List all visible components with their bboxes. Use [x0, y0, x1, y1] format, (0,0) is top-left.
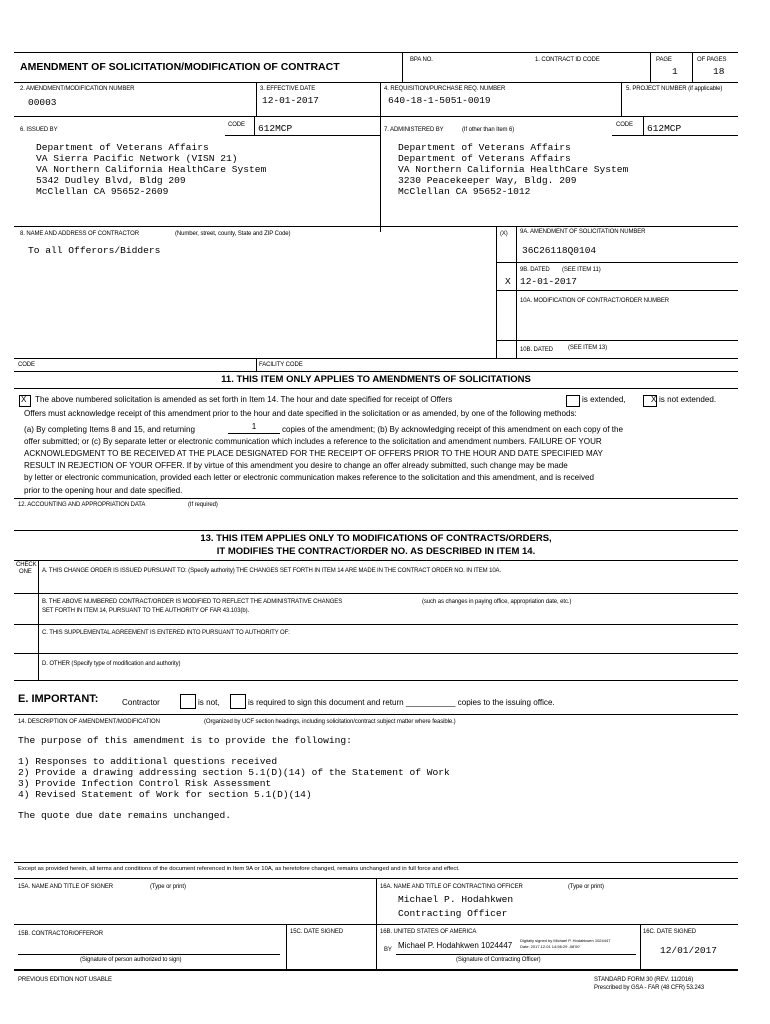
solicitation-number-value: 36C26118Q0104 [522, 245, 597, 256]
item-11-heading: 11. THIS ITEM ONLY APPLIES TO AMENDMENTS OF SOLICITATIONS [221, 374, 531, 385]
is-extended-label: is extended, [582, 395, 626, 404]
officer-signature: Michael P. Hodahkwen 1024447 [398, 941, 513, 950]
administered-code-label: CODE [616, 122, 633, 128]
x-column-label: (X) [500, 231, 508, 237]
option-b-text-2: SET FORTH IN ITEM 14, PURSUANT TO THE AUTHORITY OF FAR 43.103(b). [42, 608, 250, 614]
previous-edition: PREVIOUS EDITION NOT USABLE [18, 977, 112, 983]
of-pages-label: OF PAGES [697, 57, 727, 63]
issued-address-line: VA Sierra Pacific Network (VISN 21) [36, 153, 238, 164]
item-11-line-4: offer submitted; or (c) By separate letter or electronic communication which includes a reference to the solicitation and amendment numbers. FAILURE OF YOUR [24, 437, 602, 446]
issued-code-label: CODE [228, 122, 245, 128]
signer-name-note: (Type or print) [150, 884, 186, 890]
item-11-line-1: The above numbered solicitation is amended as set forth in Item 14. The hour and date specified for receipt of Offers [35, 395, 453, 404]
officer-title: Contracting Officer [398, 908, 508, 919]
issued-code-value: 612MCP [258, 123, 293, 134]
description-item: 4) Revised Statement of Work for section 5.1(D)(14) [18, 789, 312, 800]
accounting-note: (If required) [188, 502, 218, 508]
project-number-label: 5. PROJECT NUMBER (if applicable) [626, 86, 723, 92]
dated-9b-check: X [505, 276, 511, 287]
facility-code-label: FACILITY CODE [259, 362, 303, 368]
bpa-label: BPA NO. [410, 57, 433, 63]
of-pages-value: 18 [713, 66, 725, 77]
form-title: AMENDMENT OF SOLICITATION/MODIFICATION OF CONTRACT [20, 61, 340, 73]
requisition-label: 4. REQUISITION/PURCHASE REQ. NUMBER [384, 86, 506, 92]
description-label: 14. DESCRIPTION OF AMENDMENT/MODIFICATION [18, 719, 160, 725]
issued-address-line: McClellan CA 95652-2609 [36, 186, 169, 197]
item-11-line-5: ACKNOWLEDGMENT TO BE RECEIVED AT THE PLACE DESIGNATED FOR THE RECEIPT OF OFFERS PRIOR TO THE HOUR AND DATE SPECIFIED MAY [24, 449, 603, 458]
officer-name-note: (Type or print) [568, 884, 604, 890]
option-b-note: (such as changes in paying office, appropriation date, etc.) [422, 599, 572, 605]
solicitation-amended-check-mark: X [21, 395, 27, 404]
is-not-checkbox[interactable] [180, 694, 196, 709]
option-d-text: D. OTHER (Specify type of modification and authority) [42, 661, 181, 667]
description-closing: The quote due date remains unchanged. [18, 810, 232, 821]
except-statement: Except as provided herein, all terms and conditions of the document referenced in Item 9A or 10A, as heretofore changed, remains unchanged and in full force and effect. [18, 866, 460, 872]
officer-name-label: 16A. NAME AND TITLE OF CONTRACTING OFFICER [380, 884, 523, 890]
item-11-line-2: Offers must acknowledge receipt of this amendment prior to the hour and date specified in the solicitation or as amended, by one of the following methods: [24, 409, 577, 418]
contract-id-label: 1. CONTRACT ID CODE [535, 57, 600, 63]
contractor-code-label: CODE [18, 362, 35, 368]
administered-address-line: Department of Veterans Affairs [398, 142, 571, 153]
item-11-line-3a: (a) By completing Items 8 and 15, and returning [24, 425, 195, 434]
dated-9b-note: (SEE ITEM 11) [562, 267, 601, 273]
is-not-extended-mark: X [651, 395, 657, 404]
check-one-label: CHECK [16, 562, 37, 568]
effective-date-value: 12-01-2017 [262, 95, 320, 106]
item-13-heading-1: 13. THIS ITEM APPLIES ONLY TO MODIFICATIONS OF CONTRACTS/ORDERS, [200, 533, 552, 544]
important-label: E. IMPORTANT: [18, 693, 99, 705]
dated-10b-note: (SEE ITEM 13) [568, 345, 608, 351]
contractor-signature-caption: (Signature of person authorized to sign) [80, 957, 182, 963]
administered-address-line: McClellan CA 95652-1012 [398, 186, 531, 197]
dated-9b-label: 9B. DATED [520, 267, 550, 273]
contractor-offeror-label: 15B. CONTRACTOR/OFFEROR [18, 931, 103, 937]
administered-address-line: Department of Veterans Affairs [398, 153, 571, 164]
important-contractor: Contractor [122, 698, 160, 707]
administered-by-note: (If other than Item 6) [462, 127, 515, 133]
important-is-not: is not, [198, 698, 220, 707]
requisition-value: 640-18-1-5051-0019 [388, 95, 491, 106]
option-a-text: A. THIS CHANGE ORDER IS ISSUED PURSUANT TO: (Specify authority) THE CHANGES SET FORTH IN ITEM 14 ARE MADE IN THE CONTRACT ORDER NO. IN ITEM 10A. [42, 568, 502, 574]
item-11-line-8: prior to the opening hour and date specified. [24, 486, 183, 495]
item-13-heading-2: IT MODIFIES THE CONTRACT/ORDER NO. AS DESCRIBED IN ITEM 14. [216, 546, 536, 557]
page-value: 1 [672, 66, 678, 77]
is-not-extended-label: is not extended. [659, 395, 717, 404]
description-intro: The purpose of this amendment is to provide the following: [18, 735, 352, 746]
copies-value: 1 [251, 422, 257, 431]
officer-name: Michael P. Hodahkwen [398, 894, 514, 905]
contractor-date-label: 15C. DATE SIGNED [290, 929, 343, 935]
amendment-number-label: 2. AMENDMENT/MODIFICATION NUMBER [20, 86, 135, 92]
amendment-number-value: 00003 [28, 97, 57, 108]
dated-10b-label: 10B. DATED [520, 347, 553, 353]
check-one-label-2: ONE [19, 569, 32, 575]
contractor-value: To all Offerors/Bidders [28, 245, 161, 256]
administered-code-value: 612MCP [647, 123, 682, 134]
officer-date-value: 12/01/2017 [660, 945, 718, 956]
item-11-line-7: by letter or electronic communication, provided each letter or electronic communication makes reference to the solicitation and this amendment, and is received [24, 473, 594, 482]
issued-by-label: 6. ISSUED BY [20, 127, 58, 133]
effective-date-label: 3. EFFECTIVE DATE [260, 86, 316, 92]
description-item: 1) Responses to additional questions received [18, 756, 278, 767]
administered-address-line: 3230 Peacekeeper Way, Bldg. 209 [398, 175, 577, 186]
contractor-label: 8. NAME AND ADDRESS OF CONTRACTOR [20, 231, 139, 237]
contractor-note: (Number, street, county, State and ZIP Code) [175, 231, 291, 237]
solicitation-number-label: 9A. AMENDMENT OF SOLICITATION NUMBER [520, 229, 646, 235]
administered-by-label: 7. ADMINISTERED BY [384, 127, 444, 133]
item-11-line-3b: copies of the amendment; (b) By acknowledging receipt of this amendment on each copy of the [282, 425, 624, 434]
signer-name-label: 15A. NAME AND TITLE OF SIGNER [18, 884, 114, 890]
is-extended-checkbox[interactable] [566, 395, 580, 407]
digital-signature-line-1: Digitally signed by Michael P. Hodahkwen 1024447 [520, 938, 611, 943]
officer-date-label: 16C. DATE SIGNED [643, 929, 696, 935]
by-label: BY [384, 947, 392, 953]
description-item: 2) Provide a drawing addressing section 5.1(D)(14) of the Statement of Work [18, 767, 450, 778]
is-required-checkbox[interactable] [230, 694, 246, 709]
modification-number-label: 10A. MODIFICATION OF CONTRACT/ORDER NUMBER [520, 298, 670, 304]
dated-9b-value: 12-01-2017 [520, 276, 578, 287]
option-c-text: C. THIS SUPPLEMENTAL AGREEMENT IS ENTERED INTO PURSUANT TO AUTHORITY OF: [42, 630, 290, 636]
prescribed-by: Prescribed by GSA - FAR (48 CFR) 53.243 [594, 985, 705, 991]
issued-address-line: 5342 Dudley Blvd, Bldg 209 [36, 175, 186, 186]
standard-form: STANDARD FORM 30 (REV. 11/2016) [594, 977, 694, 983]
important-is-required: is required to sign this document and return ___________ copies to the issuing office. [248, 698, 555, 707]
item-11-line-6: RESULT IN REJECTION OF YOUR OFFER. If by virtue of this amendment you desire to change an offer already submitted, such change may be made [24, 461, 568, 470]
officer-signature-caption: (Signature of Contracting Officer) [456, 957, 541, 963]
administered-address-line: VA Northern California HealthCare System [398, 164, 629, 175]
option-b-text: B. THE ABOVE NUMBERED CONTRACT/ORDER IS MODIFIED TO REFLECT THE ADMINISTRATIVE CHANGES [42, 599, 343, 605]
united-states-label: 16B. UNITED STATES OF AMERICA [380, 929, 477, 935]
accounting-label: 12. ACCOUNTING AND APPROPRIATION DATA [18, 502, 146, 508]
issued-address-line: VA Northern California HealthCare System [36, 164, 267, 175]
description-item: 3) Provide Infection Control Risk Assessment [18, 778, 272, 789]
description-note: (Organized by UCF section headings, including solicitation/contract subject matter where feasible.) [204, 719, 456, 725]
page-label: PAGE [656, 57, 672, 63]
issued-address-line: Department of Veterans Affairs [36, 142, 209, 153]
digital-signature-line-2: Date: 2017.12.01 14:56:29 -08'00' [520, 944, 581, 949]
